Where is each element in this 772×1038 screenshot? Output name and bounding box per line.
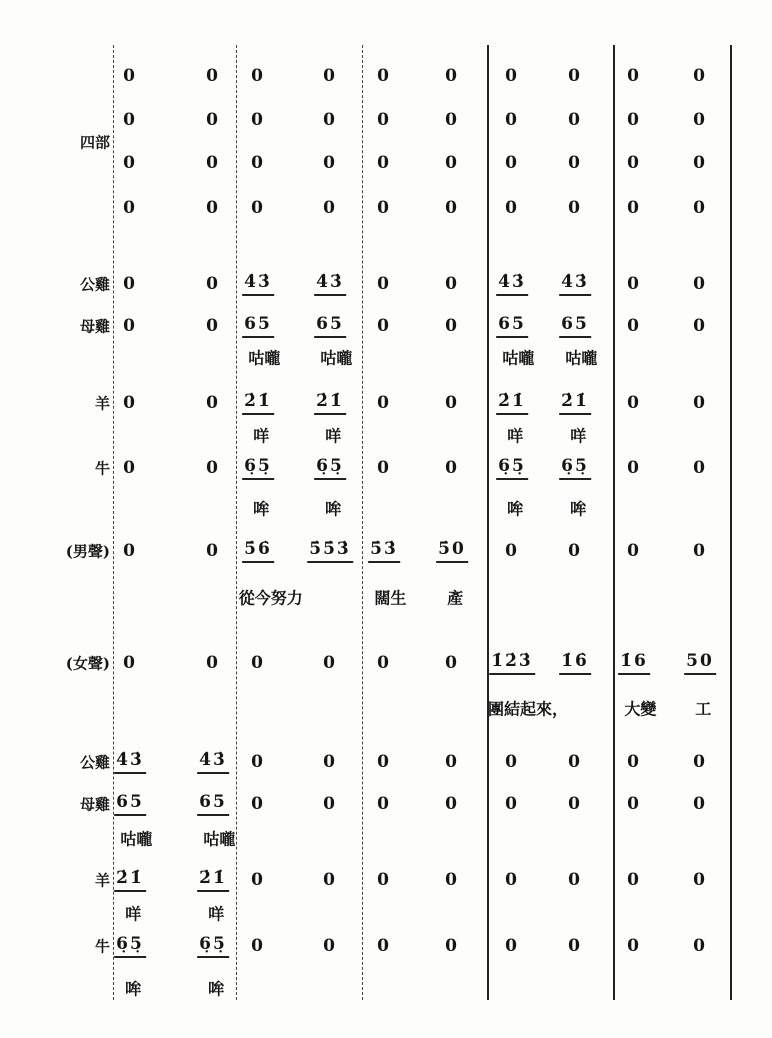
note-cell: 0 (251, 752, 265, 772)
note-cell: 0 (445, 653, 459, 673)
lyric-text: 哞 (125, 979, 142, 999)
note-cell: 0 (251, 870, 265, 890)
note-cell: 0 (377, 274, 391, 294)
note-cell: 0 (627, 936, 641, 956)
bar-line (487, 45, 489, 1000)
note-cell: 0 (445, 794, 459, 814)
note-cell: 65 (314, 314, 346, 338)
lyric-text: 哞 (325, 499, 342, 519)
note-cell: 2̇1̇ (496, 391, 528, 415)
note-cell: 5̇5̇3̇ (307, 539, 353, 563)
note-cell: 0 (693, 66, 707, 86)
note-cell: 0 (445, 110, 459, 130)
bar-line (730, 45, 732, 1000)
note-cell: 0 (323, 870, 337, 890)
note-cell: 0 (206, 66, 220, 86)
note-cell: 5̇3̇ (368, 539, 400, 563)
note-cell: 0 (445, 153, 459, 173)
note-cell: 65 (496, 314, 528, 338)
lyric-text: 咕嚨 (248, 348, 281, 368)
note-cell: 0 (445, 316, 459, 336)
note-cell: 0 (123, 541, 137, 561)
note-cell: 0 (627, 870, 641, 890)
note-cell: 0 (123, 110, 137, 130)
note-cell: 0 (445, 870, 459, 890)
note-cell: 0 (206, 653, 220, 673)
note-cell: 0 (445, 458, 459, 478)
note-cell: 0 (206, 110, 220, 130)
note-cell: 0 (206, 198, 220, 218)
note-cell: 0 (251, 66, 265, 86)
note-cell: 65 (559, 314, 591, 338)
note-cell: 2̇1̇ (242, 391, 274, 415)
note-cell: 0 (627, 316, 641, 336)
note-cell: 0 (206, 153, 220, 173)
note-cell: 0 (323, 752, 337, 772)
note-cell: 65 (114, 792, 146, 816)
note-cell: 2̇1̇ (314, 391, 346, 415)
note-cell: 0 (377, 653, 391, 673)
bar-line (113, 45, 114, 1000)
note-cell: 0 (627, 541, 641, 561)
note-cell: 0 (693, 316, 707, 336)
note-cell: 4̇3̇ (197, 750, 229, 774)
lyric-text: 工 (695, 699, 712, 719)
note-cell: 0 (377, 110, 391, 130)
note-cell: 0 (251, 653, 265, 673)
note-cell: 0 (206, 393, 220, 413)
note-cell: 65 (197, 792, 229, 816)
note-cell: 0 (505, 936, 519, 956)
note-cell: 0 (323, 110, 337, 130)
note-cell: 65 (242, 314, 274, 338)
note-cell: 6̣5̣ (242, 456, 274, 480)
note-cell: 0 (505, 153, 519, 173)
note-cell: 0 (323, 936, 337, 956)
note-cell: 0 (693, 110, 707, 130)
note-cell: 0 (693, 870, 707, 890)
note-cell: 0 (693, 393, 707, 413)
note-cell: 4̇3̇ (114, 750, 146, 774)
note-cell: 0 (251, 153, 265, 173)
note-cell: 0 (377, 870, 391, 890)
note-cell: 2̇1̇ (559, 391, 591, 415)
note-cell: 0 (693, 936, 707, 956)
lyric-text: 咕嚨 (565, 348, 598, 368)
bar-line (236, 45, 237, 1000)
note-cell: 0 (123, 198, 137, 218)
note-cell: 0 (693, 198, 707, 218)
note-cell: 0 (505, 752, 519, 772)
note-cell: 0 (323, 153, 337, 173)
note-cell: 0 (693, 752, 707, 772)
note-cell: 50 (684, 651, 716, 675)
note-cell: 0 (323, 198, 337, 218)
section-label: 四部 (79, 133, 110, 152)
part-label: 羊 (94, 394, 110, 413)
note-cell: 0 (323, 66, 337, 86)
note-cell: 0 (377, 936, 391, 956)
lyric-text: 從今努力 (238, 588, 303, 608)
note-cell: 0 (323, 794, 337, 814)
note-cell: 0 (123, 653, 137, 673)
note-cell: 0 (445, 198, 459, 218)
part-label: 牛 (94, 937, 110, 956)
note-cell: 6̣5̣ (197, 934, 229, 958)
note-cell: 0 (627, 274, 641, 294)
note-cell: 0 (123, 66, 137, 86)
note-cell: 0 (377, 458, 391, 478)
note-cell: 0 (206, 541, 220, 561)
note-cell: 0 (123, 153, 137, 173)
note-cell: 1̇2̇3̇ (489, 651, 535, 675)
note-cell: 0 (693, 153, 707, 173)
note-cell: 0 (505, 794, 519, 814)
note-cell: 0 (323, 653, 337, 673)
note-cell: 6̣5̣ (559, 456, 591, 480)
lyric-text: 咩 (325, 426, 342, 446)
note-cell: 0 (123, 393, 137, 413)
note-cell: 0 (627, 752, 641, 772)
note-cell: 4̇3̇ (242, 272, 274, 296)
note-cell: 0 (123, 458, 137, 478)
note-cell: 0 (251, 198, 265, 218)
note-cell: 0 (505, 66, 519, 86)
lyric-text: 咩 (507, 426, 524, 446)
note-cell: 4̇3̇ (559, 272, 591, 296)
lyric-text: 闊生 (374, 588, 407, 608)
note-cell: 4̇3̇ (314, 272, 346, 296)
note-cell: 0 (693, 541, 707, 561)
note-cell: 0 (568, 198, 582, 218)
note-cell: 0 (123, 316, 137, 336)
lyric-text: 咕嚨 (120, 829, 153, 849)
part-label: 母雞 (79, 795, 110, 814)
note-cell: 0 (123, 274, 137, 294)
note-cell: 0 (377, 198, 391, 218)
note-cell: 0 (377, 393, 391, 413)
note-cell: 1̇6̇ (559, 651, 591, 675)
note-cell: 0 (206, 316, 220, 336)
note-cell: 0 (568, 794, 582, 814)
note-cell: 0 (445, 274, 459, 294)
lyric-text: 咕嚨 (320, 348, 353, 368)
note-cell: 0 (377, 794, 391, 814)
note-cell: 0 (251, 794, 265, 814)
note-cell: 0 (377, 66, 391, 86)
lyric-text: 咩 (253, 426, 270, 446)
note-cell: 6̣5̣ (496, 456, 528, 480)
note-cell: 0 (377, 153, 391, 173)
note-cell: 0 (693, 274, 707, 294)
note-cell: 0 (377, 316, 391, 336)
note-cell: 0 (505, 110, 519, 130)
note-cell: 0 (568, 936, 582, 956)
note-cell: 0 (445, 66, 459, 86)
part-label: 公雞 (79, 753, 110, 772)
note-cell: 0 (627, 458, 641, 478)
note-cell: 0 (505, 541, 519, 561)
note-cell: 0 (568, 110, 582, 130)
bar-line (362, 45, 363, 1000)
lyric-text: 哞 (253, 499, 270, 519)
lyric-text: 哞 (570, 499, 587, 519)
note-cell: 0 (445, 752, 459, 772)
note-cell: 0 (445, 393, 459, 413)
note-cell: 0 (627, 110, 641, 130)
lyric-text: 團結起來， (487, 699, 569, 719)
lyric-text: 咩 (208, 904, 225, 924)
lyric-text: 大變 (624, 699, 657, 719)
lyric-text: 咕嚨 (203, 829, 236, 849)
lyric-text: 哞 (507, 499, 524, 519)
lyric-text: 產 (447, 588, 464, 608)
note-cell: 0 (693, 794, 707, 814)
note-cell: 5̇6̇ (242, 539, 274, 563)
note-cell: 0 (251, 110, 265, 130)
lyric-text: 哞 (208, 979, 225, 999)
part-label: 公雞 (79, 275, 110, 294)
note-cell: 5̇0 (436, 539, 468, 563)
note-cell: 0 (206, 274, 220, 294)
note-cell: 0 (627, 66, 641, 86)
note-cell: 0 (505, 198, 519, 218)
part-label: 牛 (94, 459, 110, 478)
note-cell: 2̇1̇ (197, 868, 229, 892)
lyric-text: 咩 (570, 426, 587, 446)
note-cell: 0 (505, 870, 519, 890)
part-label: (男聲) (65, 542, 110, 561)
note-cell: 0 (568, 870, 582, 890)
note-cell: 2̇1̇ (114, 868, 146, 892)
note-cell: 0 (377, 752, 391, 772)
note-cell: 0 (568, 153, 582, 173)
note-cell: 6̣5̣ (314, 456, 346, 480)
part-label: 母雞 (79, 317, 110, 336)
note-cell: 4̇3̇ (496, 272, 528, 296)
note-cell: 0 (206, 458, 220, 478)
note-cell: 0 (568, 541, 582, 561)
note-cell: 0 (627, 153, 641, 173)
lyric-text: 咩 (125, 904, 142, 924)
lyric-text: 咕嚨 (502, 348, 535, 368)
note-cell: 1̇6 (618, 651, 650, 675)
part-label: 羊 (94, 871, 110, 890)
part-label: (女聲) (65, 654, 110, 673)
note-cell: 0 (693, 458, 707, 478)
bar-line (613, 45, 615, 1000)
note-cell: 0 (568, 66, 582, 86)
note-cell: 0 (251, 936, 265, 956)
note-cell: 6̣5̣ (114, 934, 146, 958)
note-cell: 0 (568, 752, 582, 772)
note-cell: 0 (627, 393, 641, 413)
note-cell: 0 (445, 936, 459, 956)
note-cell: 0 (627, 794, 641, 814)
note-cell: 0 (627, 198, 641, 218)
